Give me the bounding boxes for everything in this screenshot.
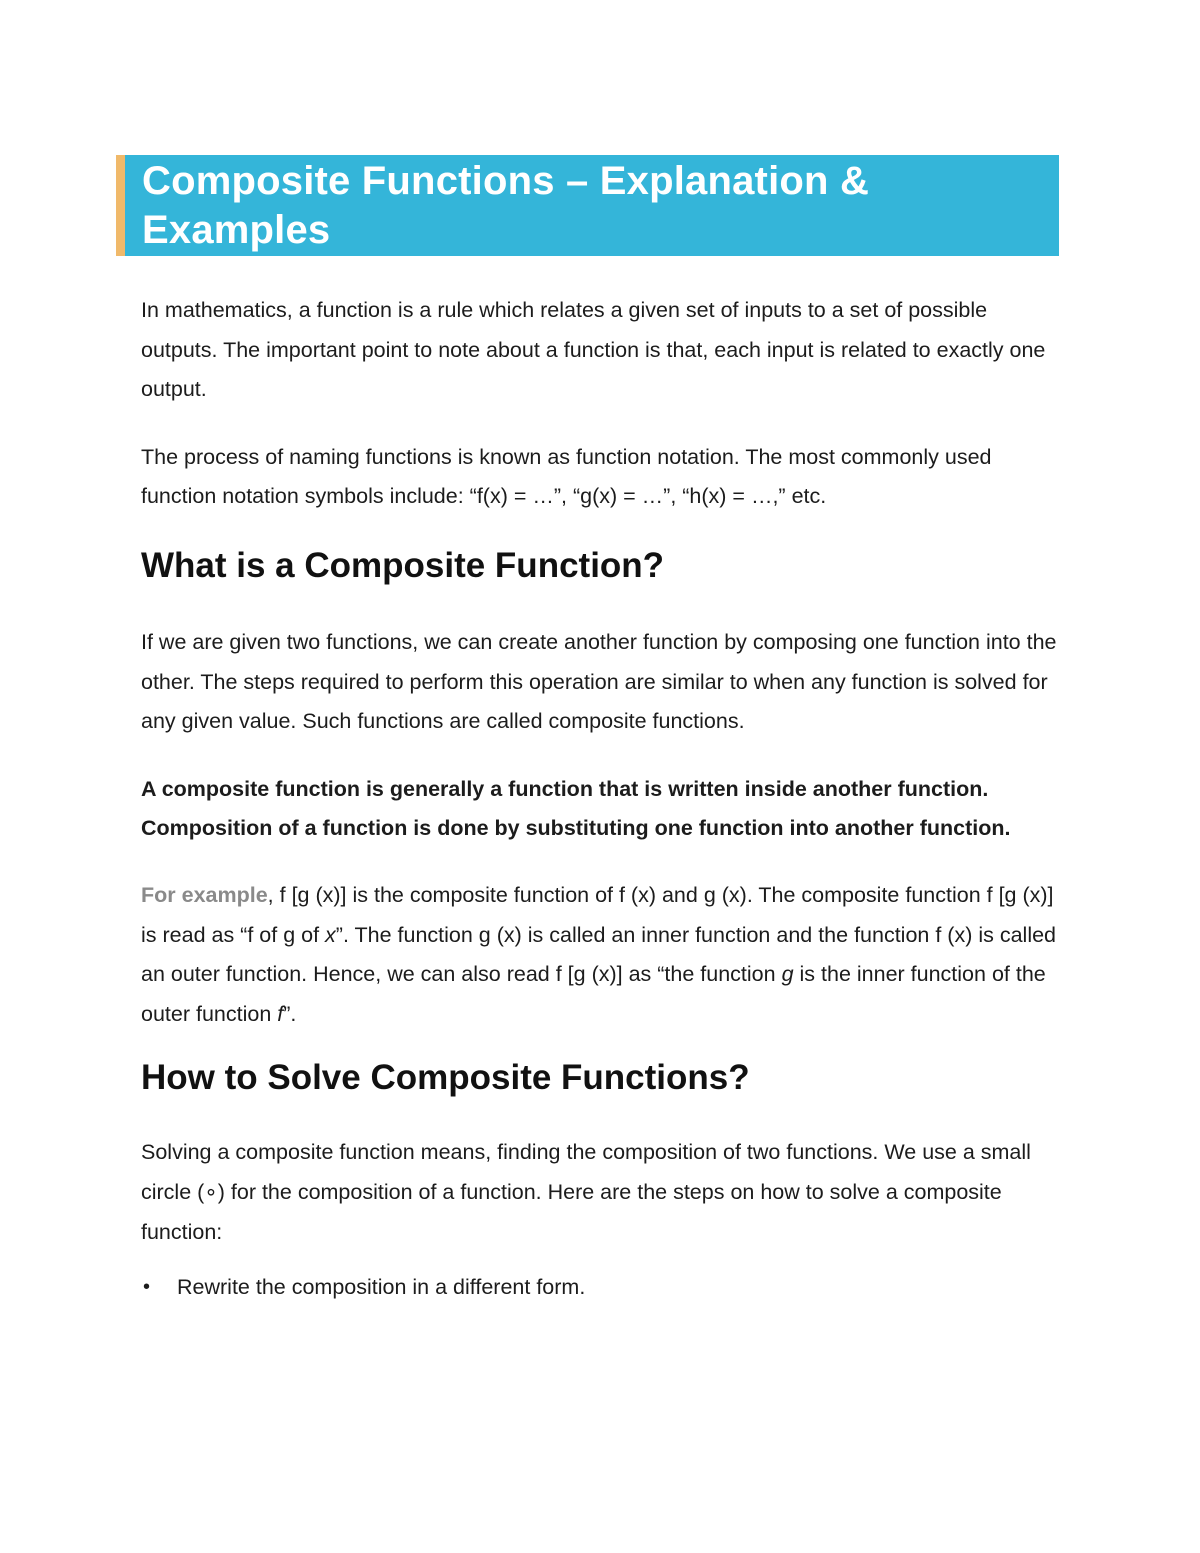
- example-var-g: g: [781, 962, 794, 987]
- intro-paragraph-1: In mathematics, a function is a rule which relates a given set of inputs to a set of possible outputs. The important point to note about a function is that, each input is related to exactly one output.: [141, 298, 1046, 402]
- article-body: [141, 291, 1059, 1307]
- page-title: Composite Functions – Explanation & Examples: [142, 159, 870, 252]
- steps-list: [141, 1268, 1059, 1307]
- title-banner: [116, 155, 1059, 256]
- title-accent-bar: [116, 155, 125, 256]
- section-heading-how-to-solve: How to Solve Composite Functions?: [141, 1058, 750, 1098]
- section2-paragraph-1: Solving a composite function means, finding the composition of two functions. We use a small circle (∘) for the composition of a function. Here are the steps on how to solve a composite function:: [141, 1140, 1031, 1244]
- example-var-x: x: [325, 922, 336, 947]
- intro-paragraph-2: The process of naming functions is known as function notation. The most commonly used function notation symbols include: “f(x) = …”, “g(x) = …”, “h(x) = …,” etc.: [141, 444, 992, 509]
- example-text-1: , f [g (x)] is the composite function of f (x) and g (x). The composite function f [g (x)] is read as “f of g of: [141, 882, 1054, 947]
- example-var-f: f: [277, 1001, 284, 1026]
- bullet-icon: •: [143, 1276, 151, 1299]
- step-text: Rewrite the composition in a different form.: [177, 1275, 586, 1300]
- section-heading-what-is: What is a Composite Function?: [141, 545, 665, 585]
- list-item: [141, 1268, 1059, 1307]
- example-paragraph: [141, 876, 1059, 1034]
- example-text-3: is the inner function of the outer function: [141, 962, 1046, 1026]
- example-text-2: ”. The function g (x) is called an inner function and the function f (x) is called an outer function. Hence, we can also read f [g (x)] as “the function: [141, 922, 1057, 987]
- example-label: For example: [141, 882, 268, 907]
- definition-paragraph: A composite function is generally a function that is written inside another function. Composition of a function is done by substituting one function into another function.: [141, 776, 1011, 841]
- section1-paragraph-1: If we are given two functions, we can create another function by composing one function into the other. The steps required to perform this operation are similar to when any function is solved for any given value. Such functions are called composite functions.: [141, 629, 1057, 734]
- example-text-4: ”.: [283, 1001, 297, 1026]
